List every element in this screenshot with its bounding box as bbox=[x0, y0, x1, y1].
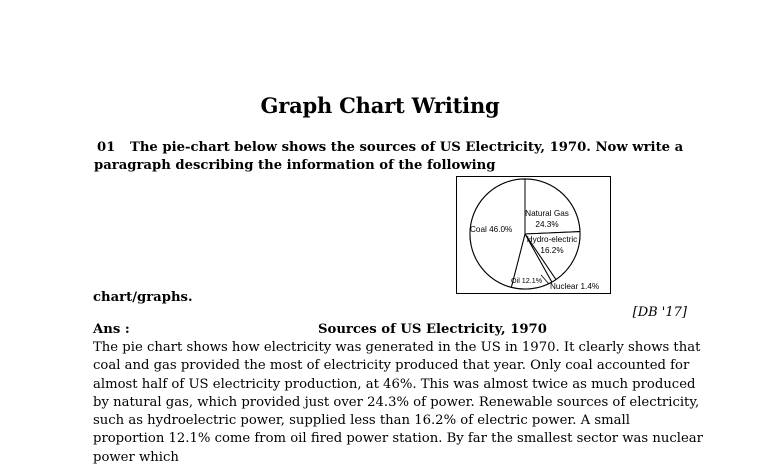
pie-slices bbox=[470, 179, 580, 289]
board-reference: [DB '17] bbox=[632, 305, 687, 320]
question-text-line-2: paragraph describing the information of the following bbox=[94, 158, 496, 173]
answer-paragraph: The pie chart shows how electricity was generated in the US in 1970. It clearly shows that coal and gas provided the most of electricity produced that year. Only coal accounted for almost half of US electricity production, at 46%. This was almost twice as much produced by natural gas, which provided just over 24.3% of power. Renewable sources of electricity, such as hydroelectric power, supplied less than 16.2% of electric power. A small proportion 12.1% come from oil fired power station. By far the smallest sector was nuclear power which bbox=[93, 340, 703, 465]
slice-label-nuclear: Nuclear 1.4% bbox=[550, 282, 600, 291]
slice-label-hydro-electric: Hydro-electric bbox=[526, 235, 578, 244]
slice-label-natural-gas: Natural Gas bbox=[525, 209, 569, 218]
slice-value-natural-gas: 24.3% bbox=[535, 220, 559, 229]
slice-label-coal: Coal 46.0% bbox=[470, 225, 513, 234]
pie-chart bbox=[457, 177, 610, 293]
slice-value-hydro-electric: 16.2% bbox=[540, 246, 564, 255]
pie-chart-figure bbox=[456, 176, 611, 294]
question-text-line-1: The pie-chart below shows the sources of US Electricity, 1970. Now write a bbox=[130, 140, 684, 155]
slice-label-oil: Oil 12.1% bbox=[511, 276, 543, 285]
page-title: Graph Chart Writing bbox=[260, 93, 500, 118]
answer-heading: Sources of US Electricity, 1970 bbox=[318, 322, 547, 337]
answer-label: Ans : bbox=[93, 322, 130, 337]
question-number: 01 bbox=[97, 140, 116, 155]
question-text-line-3: chart/graphs. bbox=[93, 290, 193, 305]
